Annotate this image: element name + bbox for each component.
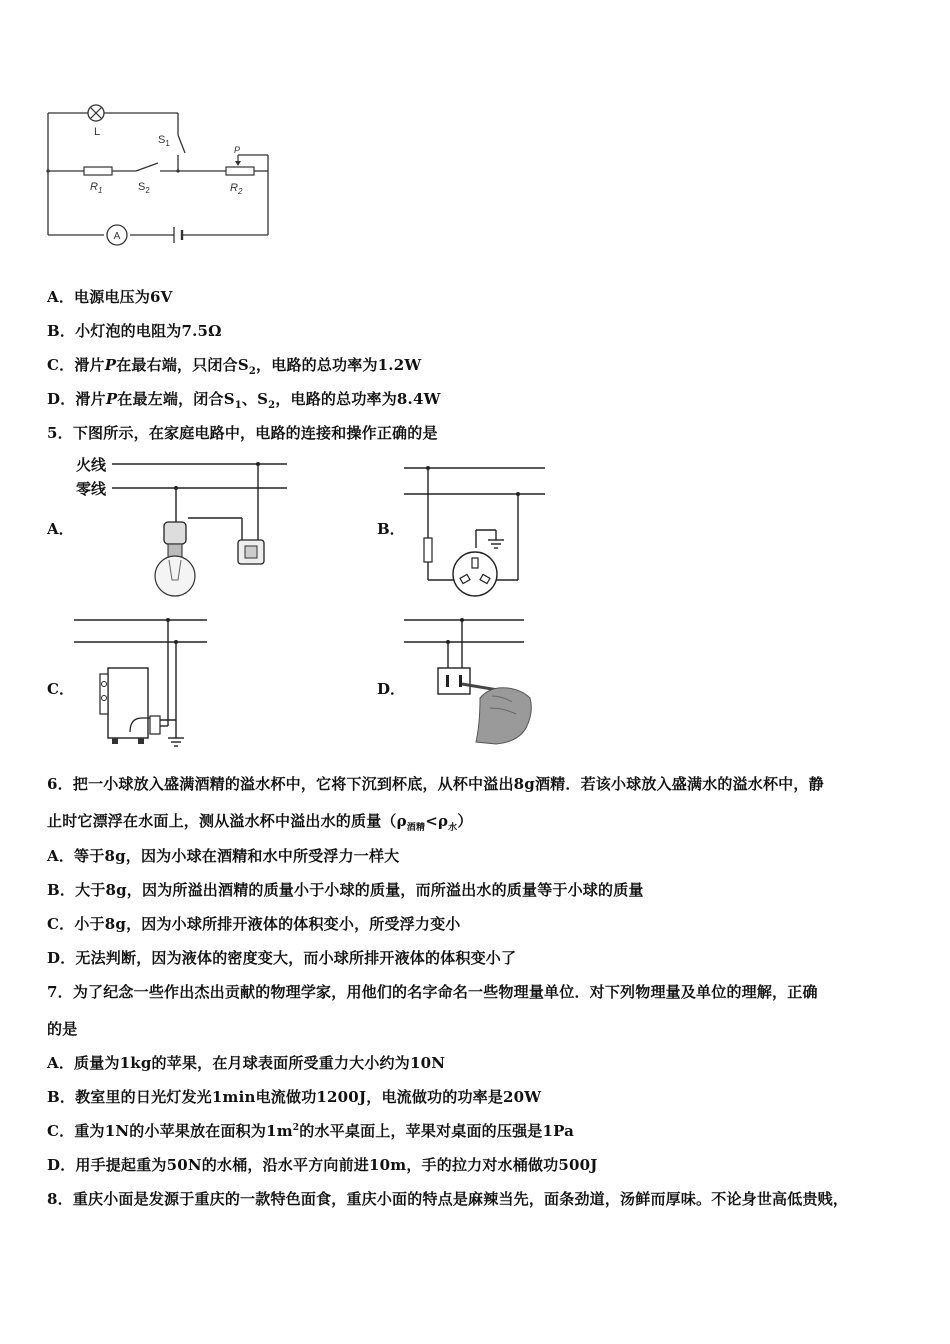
slider-label: P bbox=[234, 145, 241, 155]
q5-label-d: D． bbox=[377, 680, 406, 698]
q7-stem-line2: 的是 bbox=[47, 1020, 78, 1038]
circuit-diagram bbox=[40, 95, 280, 255]
q5-label-c: C． bbox=[47, 680, 74, 698]
ammeter-label: A bbox=[113, 231, 121, 242]
q5-label-a: A． bbox=[47, 520, 74, 538]
resistor-r1 bbox=[84, 167, 112, 175]
q4-option-a: A．电源电压为6V bbox=[47, 288, 173, 306]
q7-stem-line1: 7．为了纪念一些作出杰出贡献的物理学家，用他们的名字命名一些物理量单位．对下列物理量及单位的理解，正确 bbox=[47, 983, 818, 1001]
switch1-label: $S_1$ bbox=[158, 134, 170, 148]
q4-option-c: C．滑片P在最右端，只闭合$S_2$，电路的总功率为1.2W bbox=[47, 356, 422, 377]
q7-option-c: C．重为1N的小苹果放在面积为$1m^2$的水平桌面上，苹果对桌面的压强是1Pa bbox=[47, 1122, 575, 1140]
lamp-symbol bbox=[88, 105, 104, 121]
q5-figure-a bbox=[72, 452, 292, 602]
q5-figure-d bbox=[400, 612, 550, 752]
q5-figure-c bbox=[72, 612, 222, 752]
q5-figure-b bbox=[400, 458, 550, 598]
r2-label: $R_2$ bbox=[230, 182, 243, 196]
q6-stem-line1: 6．把一小球放入盛满酒精的溢水杯中，它将下沉到杯底，从杯中溢出8g酒精．若该小球放入盛满水的溢水杯中，静 bbox=[47, 775, 824, 793]
switch2-label: $S_2$ bbox=[138, 181, 150, 195]
q4-option-d: D．滑片P在最左端，闭合$S_1$、$S_2$，电路的总功率为8.4W bbox=[47, 390, 441, 411]
q5-stem: 5．下图所示，在家庭电路中，电路的连接和操作正确的是 bbox=[47, 424, 438, 442]
neutral-wire-label: 零线 bbox=[76, 480, 107, 498]
q6-stem-line2: 止时它漂浮在水面上，测从溢水杯中溢出水的质量$(\rho_{酒精}<\rho_水)$ bbox=[47, 812, 473, 833]
q5-label-b: B． bbox=[377, 520, 405, 538]
q7-option-b: B．教室里的日光灯发光1min电流做功1200J，电流做功的功率是20W bbox=[47, 1088, 542, 1106]
q6-option-b: B．大于8g，因为所溢出酒精的质量小于小球的质量，而所溢出水的质量等于小球的质量 bbox=[47, 881, 644, 899]
fire-wire-label: 火线 bbox=[76, 456, 107, 474]
q6-option-c: C．小于8g，因为小球所排开液体的体积变小，所受浮力变小 bbox=[47, 915, 461, 933]
q7-option-a: A．质量为1kg的苹果，在月球表面所受重力大小约为10N bbox=[47, 1054, 446, 1072]
r1-label: $R_1$ bbox=[90, 181, 103, 195]
q7-option-d: D．用手提起重为50N的水桶，沿水平方向前进10m，手的拉力对水桶做功500J bbox=[47, 1156, 598, 1174]
lamp-label: L bbox=[93, 126, 101, 138]
rheostat-r2 bbox=[226, 167, 254, 175]
q4-option-b: B．小灯泡的电阻为7.5Ω bbox=[47, 322, 222, 340]
q6-option-d: D．无法判断，因为液体的密度变大，而小球所排开液体的体积变小了 bbox=[47, 949, 517, 967]
q8-stem-line1: 8．重庆小面是发源于重庆的一款特色面食，重庆小面的特点是麻辣当先，面条劲道，汤鲜而厚味。不论身世高低贵贱， bbox=[47, 1190, 849, 1208]
q6-option-a: A．等于8g，因为小球在酒精和水中所受浮力一样大 bbox=[47, 847, 400, 865]
